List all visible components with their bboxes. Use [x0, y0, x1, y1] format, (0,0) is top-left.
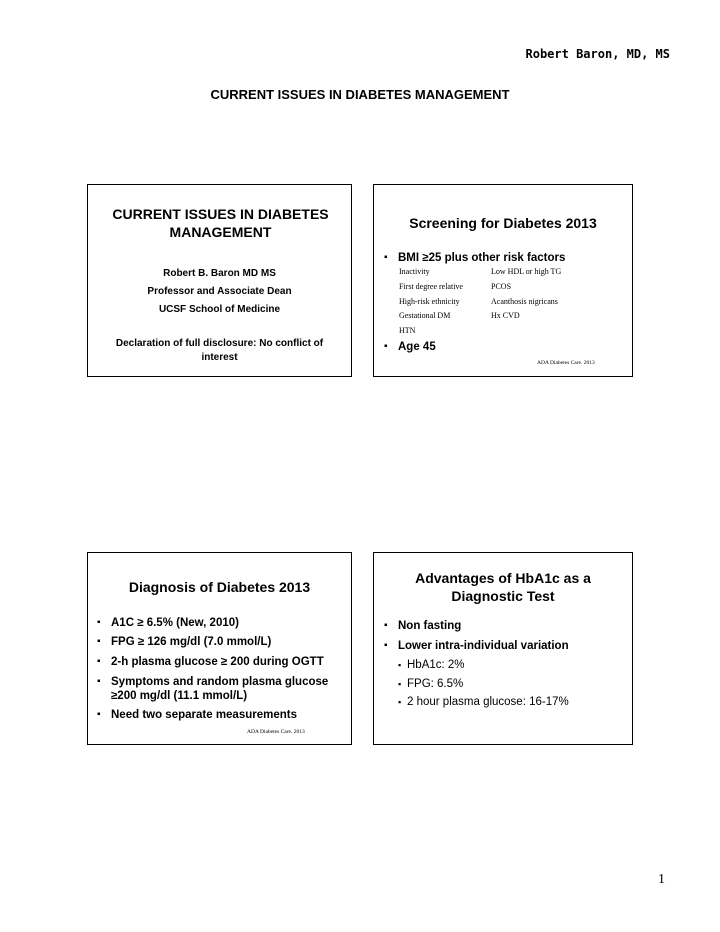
slide-title: Screening for Diabetes 2013	[409, 215, 597, 231]
page-title: CURRENT ISSUES IN DIABETES MANAGEMENT	[210, 87, 510, 102]
bullet-random-glucose: ▪ Symptoms and random plasma glucose ≥200 mg/dl (11.1 mmol/L)	[111, 675, 336, 703]
factor-first-degree: First degree relative	[399, 282, 463, 291]
citation: ADA Diabetes Care. 2013	[537, 360, 595, 366]
bullet-variation: ▪ Lower intra-individual variation	[398, 639, 569, 653]
slide-title: Diagnosis of Diabetes 2013	[128, 579, 311, 595]
subbullet-fpg: ▪ FPG: 6.5%	[407, 677, 463, 691]
page-number: 1	[658, 872, 665, 887]
slide-title-card	[87, 184, 352, 377]
factor-acanthosis: Acanthosis nigricans	[491, 297, 558, 306]
subbullet-2h-glucose: ▪ 2 hour plasma glucose: 16-17%	[407, 695, 569, 709]
bullet-age: ▪ Age 45	[398, 340, 436, 354]
factor-htn: HTN	[399, 326, 416, 335]
factor-low-hdl: Low HDL or high TG	[491, 267, 562, 276]
slide-title: Advantages of HbA1c as a Diagnostic Test	[415, 570, 591, 604]
bullet-a1c: ▪ A1C ≥ 6.5% (New, 2010)	[111, 616, 239, 630]
presenter-role: Professor and Associate Dean	[147, 286, 292, 297]
factor-hx-cvd: Hx CVD	[491, 311, 520, 320]
header-author: Robert Baron, MD, MS	[525, 47, 670, 61]
slide-hba1c-advantages	[373, 552, 633, 745]
bullet-fpg: ▪ FPG ≥ 126 mg/dl (7.0 mmol/L)	[111, 635, 271, 649]
bullet-non-fasting: ▪ Non fasting	[398, 619, 461, 633]
subbullet-hba1c: ▪ HbA1c: 2%	[407, 658, 465, 672]
disclosure-statement: Declaration of full disclosure: No conflict of interest	[115, 338, 324, 363]
slide-diagnosis	[87, 552, 352, 745]
bullet-two-measurements: ▪ Need two separate measurements	[111, 708, 297, 722]
slide-title: CURRENT ISSUES IN DIABETES MANAGEMENT	[112, 206, 329, 240]
presenter-name: Robert B. Baron MD MS	[163, 268, 276, 279]
factor-pcos: PCOS	[491, 282, 512, 291]
slide-screening	[373, 184, 633, 377]
presenter-org: UCSF School of Medicine	[158, 304, 281, 315]
factor-gestational: Gestational DM	[399, 311, 451, 320]
bullet-ogtt: ▪ 2-h plasma glucose ≥ 200 during OGTT	[111, 655, 324, 669]
factor-ethnicity: High-risk ethnicity	[399, 297, 460, 306]
bullet-bmi: ▪ BMI ≥25 plus other risk factors	[398, 251, 565, 265]
factor-inactivity: Inactivity	[399, 267, 430, 276]
citation: ADA Diabetes Care. 2013	[247, 729, 305, 735]
